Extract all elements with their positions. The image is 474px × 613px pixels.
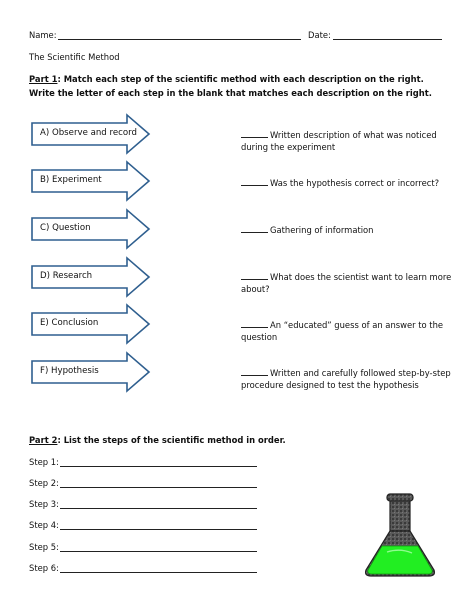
arrow-label-4: D) Research bbox=[40, 271, 93, 281]
answer-blank-1[interactable] bbox=[241, 128, 268, 138]
description-item-2 bbox=[241, 176, 459, 190]
answer-blank-4[interactable] bbox=[241, 270, 268, 280]
description-item-1 bbox=[241, 128, 459, 153]
answer-blank-3[interactable] bbox=[241, 223, 268, 233]
part1-text: : Match each step of the scientific method with each description on the right. Write the letter of each step in the blank that matches each description on the right. bbox=[29, 74, 432, 98]
description-text-6: Written and carefully followed step-by-step procedure designed to test the hypothesis bbox=[241, 368, 451, 390]
step-4-field[interactable] bbox=[60, 529, 257, 530]
description-text-4: What does the scientist want to learn more about? bbox=[241, 272, 452, 294]
part2-label: Part 2 bbox=[29, 435, 58, 445]
step-4-label: Step 4: bbox=[29, 520, 59, 530]
arrow-label-2: B) Experiment bbox=[40, 175, 102, 185]
description-item-4 bbox=[241, 270, 459, 295]
step-1-label: Step 1: bbox=[29, 457, 59, 467]
part2-text: : List the steps of the scientific method in order. bbox=[57, 435, 286, 445]
description-text-1: Written description of what was noticed during the experiment bbox=[241, 130, 437, 152]
date-label: Date: bbox=[308, 30, 331, 40]
step-5-label: Step 5: bbox=[29, 542, 59, 552]
step-3-field[interactable] bbox=[60, 508, 257, 509]
erlenmeyer-flask-icon bbox=[360, 490, 440, 580]
description-text-2: Was the hypothesis correct or incorrect? bbox=[270, 178, 440, 188]
arrow-label-3: C) Question bbox=[40, 223, 91, 233]
step-1-field[interactable] bbox=[60, 466, 257, 467]
description-item-3 bbox=[241, 223, 459, 237]
description-text-3: Gathering of information bbox=[270, 225, 374, 235]
step-2-field[interactable] bbox=[60, 487, 257, 488]
name-label: Name: bbox=[29, 30, 57, 40]
step-3-label: Step 3: bbox=[29, 499, 59, 509]
step-6-label: Step 6: bbox=[29, 563, 59, 573]
step-5-field[interactable] bbox=[60, 551, 257, 552]
description-item-5 bbox=[241, 318, 459, 343]
arrow-label-1: A) Observe and record bbox=[40, 128, 137, 138]
arrow-label-5: E) Conclusion bbox=[40, 318, 99, 328]
answer-blank-6[interactable] bbox=[241, 366, 268, 376]
answer-blank-5[interactable] bbox=[241, 318, 268, 328]
page-title: The Scientific Method bbox=[29, 52, 120, 62]
part1-label: Part 1 bbox=[29, 74, 58, 84]
step-2-label: Step 2: bbox=[29, 478, 59, 488]
description-item-6 bbox=[241, 366, 459, 391]
answer-blank-2[interactable] bbox=[241, 176, 268, 186]
step-6-field[interactable] bbox=[60, 572, 257, 573]
part2-instructions bbox=[29, 435, 286, 446]
arrow-label-6: F) Hypothesis bbox=[40, 366, 99, 376]
description-text-5: An “educated” guess of an answer to the question bbox=[241, 320, 444, 342]
